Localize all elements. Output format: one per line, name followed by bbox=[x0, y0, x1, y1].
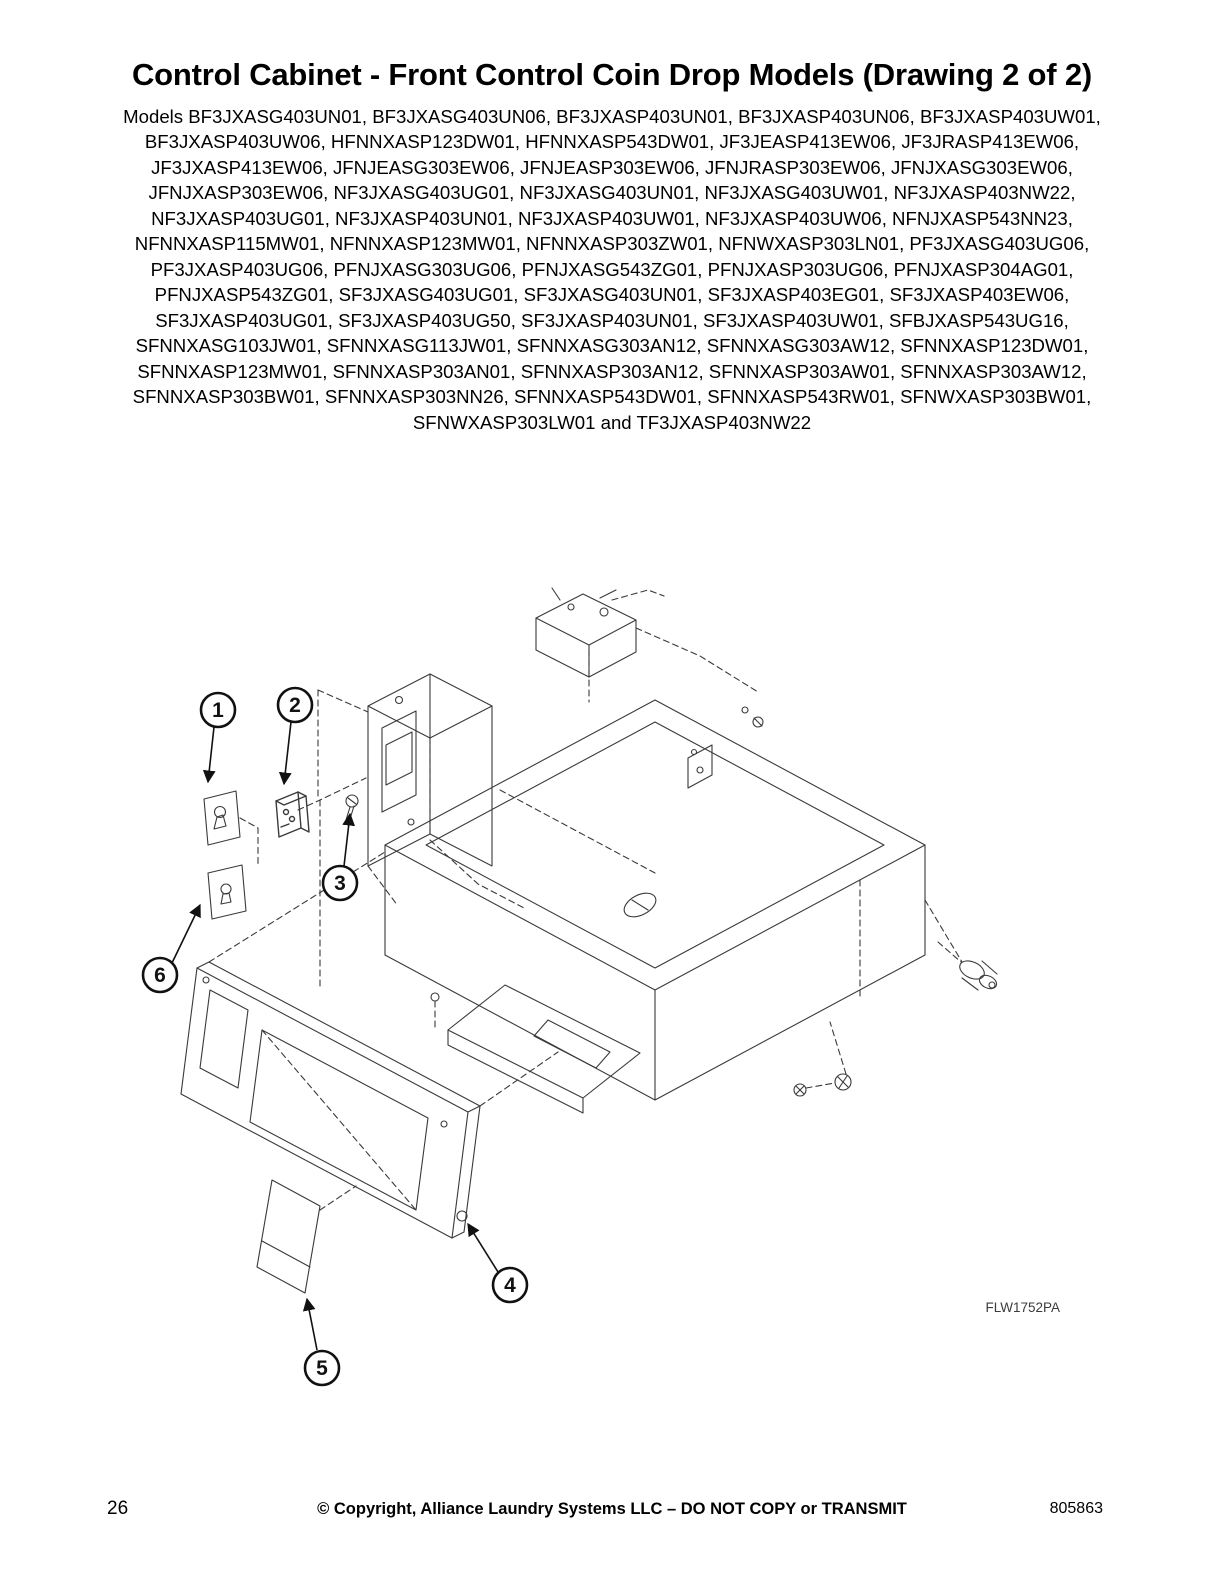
document-number: 805863 bbox=[1049, 1500, 1103, 1517]
coin-drop-bracket-part bbox=[368, 674, 524, 908]
callout-2-number: 2 bbox=[289, 694, 301, 717]
copyright-text: © Copyright, Alliance Laundry Systems LLC – DO NOT COPY or TRANSMIT bbox=[317, 1500, 907, 1518]
callout-1 bbox=[201, 693, 235, 782]
front-panel-part bbox=[181, 852, 558, 1238]
callout-5 bbox=[305, 1299, 339, 1385]
hose-plug-part bbox=[938, 942, 999, 991]
assembly-dashed-lines bbox=[240, 690, 368, 988]
callout-3-number: 3 bbox=[334, 872, 346, 895]
callout-2 bbox=[278, 688, 312, 784]
page-number: 26 bbox=[107, 1498, 129, 1519]
decal-part bbox=[257, 1180, 356, 1293]
screw-parts bbox=[794, 1022, 851, 1096]
callout-6-number: 6 bbox=[154, 964, 166, 987]
callout-5-number: 5 bbox=[316, 1357, 328, 1380]
page-title: Control Cabinet - Front Control Coin Drop Models (Drawing 2 of 2) bbox=[132, 57, 1092, 92]
callout-3 bbox=[323, 814, 357, 900]
callout-6 bbox=[143, 905, 200, 992]
figure-code: FLW1752PA bbox=[985, 1300, 1060, 1315]
callout-4-number: 4 bbox=[504, 1274, 516, 1297]
top-bracket-part bbox=[536, 588, 758, 702]
cabinet-part bbox=[385, 700, 962, 1113]
exploded-diagram bbox=[0, 560, 1224, 1440]
lock-plate-part bbox=[204, 791, 240, 845]
exploded-diagram-svg bbox=[0, 560, 1224, 1440]
callout-1-number: 1 bbox=[212, 699, 224, 722]
emblem-plate-part bbox=[208, 865, 246, 919]
switch-part bbox=[276, 792, 309, 837]
page-footer bbox=[0, 1498, 1224, 1528]
screw-small-part bbox=[346, 795, 358, 820]
models-list: Models BF3JXASG403UN01, BF3JXASG403UN06, BF3JXASP403UN01, BF3JXASP403UN06, BF3JXASP403UW01, BF3JXASP403UW06, HFNNXASP123DW01, HFNNXASP543DW01, JF3JEASP413EW06, JF3JRASP413EW06, JF3JXASP413EW06, JFNJEASG303EW06, JFNJEASP303EW06, JFNJRASP303EW06, JFNJXASG303EW06, JFNJXASP303EW06, NF3JXASG403UG01, NF3JXASG403UN01, NF3JXASG403UW01, NF3JXASP403NW22, NF3JXASP403UG01, NF3JXASP403UN01, NF3JXASP403UW01, NF3JXASP403UW06, NFNJXASP543NN23, NFNNXASP115MW01, NFNNXASP123MW01, NFNNXASP303ZW01, NFNWXASP303LN01, PF3JXASG403UG06, PF3JXASP403UG06, PFNJXASG303UG06, PFNJXASG543ZG01, PFNJXASP303UG06, PFNJXASP304AG01, PFNJXASP543ZG01, SF3JXASG403UG01, SF3JXASG403UN01, SF3JXASP403EG01, SF3JXASP403EW06, SF3JXASP403UG01, SF3JXASP403UG50, SF3JXASP403UN01, SF3JXASP403UW01, SFBJXASP543UG16, SFNNXASG103JW01, SFNNXASG113JW01, SFNNXASG303AN12, SFNNXASG303AW12, SFNNXASP123DW01, SFNNXASP123MW01, SFNNXASP303AN01, SFNNXASP303AN12, SFNNXASP303AW01, SFNNXASP303AW12, SFNNXASP303BW01, SFNNXASP303NN26, SFNNXASP543DW01, SFNNXASP543RW01, SFNWXASP303BW01, SFNWXASP303LW01 and TF3JXASP403NW22 bbox=[123, 106, 1101, 433]
callout-4 bbox=[468, 1224, 527, 1302]
